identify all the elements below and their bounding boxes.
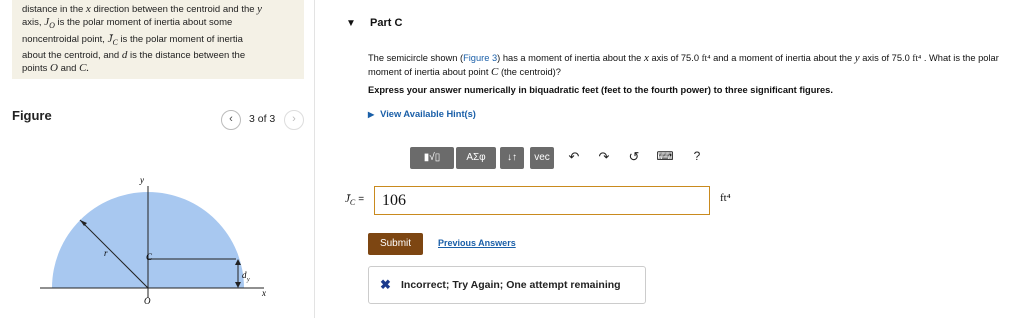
math-toolbar: [410, 145, 710, 170]
greek-symbols-button[interactable]: ΑΣφ: [456, 147, 496, 169]
x-axis-label: x: [262, 288, 266, 298]
info-line: is the polar moment of inertia: [120, 33, 243, 45]
info-line: noncentroidal point,: [22, 33, 105, 45]
templates-button[interactable]: ▮√▯: [410, 147, 454, 169]
symbol-sub: C: [349, 198, 356, 208]
info-line: points: [22, 63, 48, 75]
info-text: [22, 3, 292, 76]
caret-right-icon: ▶: [368, 110, 375, 119]
origin-label: O: [144, 296, 151, 306]
dimension-label: d: [242, 270, 247, 280]
info-panel: [12, 0, 304, 79]
symbol-x: x: [643, 52, 649, 64]
help-icon[interactable]: ?: [693, 149, 701, 163]
info-line: is the distance between the: [129, 50, 246, 61]
symbol-o: O: [50, 62, 58, 75]
equals-sign: =: [358, 194, 365, 205]
question-fragment: The semicircle shown (: [368, 53, 464, 63]
chevron-left-icon[interactable]: ‹: [221, 110, 241, 130]
feedback-box: [368, 266, 646, 304]
redo-icon[interactable]: ↷: [598, 149, 610, 164]
info-line: distance in the: [22, 4, 84, 15]
hints-label: View Available Hint(s): [380, 109, 476, 119]
symbol-sub: C: [112, 37, 118, 47]
answer-input[interactable]: [380, 187, 684, 214]
symbol-d: d: [121, 49, 128, 61]
unit-text: ft⁴: [701, 54, 711, 64]
dimension-label-sub: y: [247, 277, 250, 283]
info-line: and: [60, 63, 77, 75]
question-fragment: axis of 75.0: [862, 53, 910, 63]
feedback-message: Incorrect; Try Again; One attempt remaining: [401, 279, 621, 291]
info-line: is the polar moment of inertia about some: [57, 17, 233, 29]
arrows-button[interactable]: ↓↑: [500, 147, 524, 169]
previous-answers-link[interactable]: Previous Answers: [438, 238, 516, 248]
symbol-jo: J: [44, 16, 50, 29]
info-line: direction between the centroid and the: [93, 4, 255, 15]
figure-link[interactable]: Figure 3: [463, 53, 498, 63]
vector-button[interactable]: vec: [530, 147, 554, 169]
semicircle-figure: [40, 170, 280, 318]
unit-text: ft⁴: [912, 54, 922, 64]
question-fragment: and a moment of inertia about the: [713, 53, 853, 63]
symbol-c: C: [491, 66, 499, 78]
y-axis-label: y: [140, 175, 144, 185]
part-title[interactable]: Part C: [370, 17, 403, 29]
centroid-label: C: [146, 252, 153, 262]
symbol-jc: J̄: [107, 32, 113, 45]
answer-label: [345, 193, 364, 207]
submit-button[interactable]: Submit: [368, 233, 423, 255]
chevron-right-icon[interactable]: ›: [284, 110, 304, 130]
panel-divider: [314, 0, 315, 318]
question-fragment: ) has a moment of inertia about the: [497, 53, 642, 63]
symbol-jc: J̄: [345, 193, 350, 205]
symbol-c: C.: [79, 62, 90, 75]
keyboard-icon[interactable]: ⌨: [656, 149, 674, 163]
symbol-x: x: [85, 3, 91, 15]
info-line: axis,: [22, 17, 42, 29]
caret-down-icon[interactable]: ▼: [346, 18, 356, 29]
answer-instruction: Express your answer numerically in biquadratic feet (feet to the fourth power) to three significant figures.: [368, 85, 833, 95]
answer-unit: ft⁴: [720, 192, 731, 204]
answer-input-box[interactable]: [374, 186, 710, 215]
incorrect-icon: ✖: [380, 277, 391, 292]
view-hints-link[interactable]: [368, 109, 476, 119]
reset-icon[interactable]: ↺: [628, 149, 640, 164]
question-text: [368, 52, 1023, 79]
symbol-y: y: [257, 3, 263, 15]
symbol-y: y: [854, 52, 860, 64]
figure-title: Figure: [12, 108, 52, 123]
figure-pager-count: 3 of 3: [249, 113, 276, 125]
question-fragment: (the centroid)?: [500, 67, 561, 77]
symbol-sub: O: [49, 21, 55, 31]
undo-icon[interactable]: ↶: [568, 149, 580, 164]
radius-label: r: [104, 248, 108, 258]
question-fragment: . What is the polar moment of inertia about point: [368, 53, 999, 77]
question-fragment: axis of 75.0: [651, 53, 699, 63]
info-line: about the centroid, and: [22, 50, 120, 61]
